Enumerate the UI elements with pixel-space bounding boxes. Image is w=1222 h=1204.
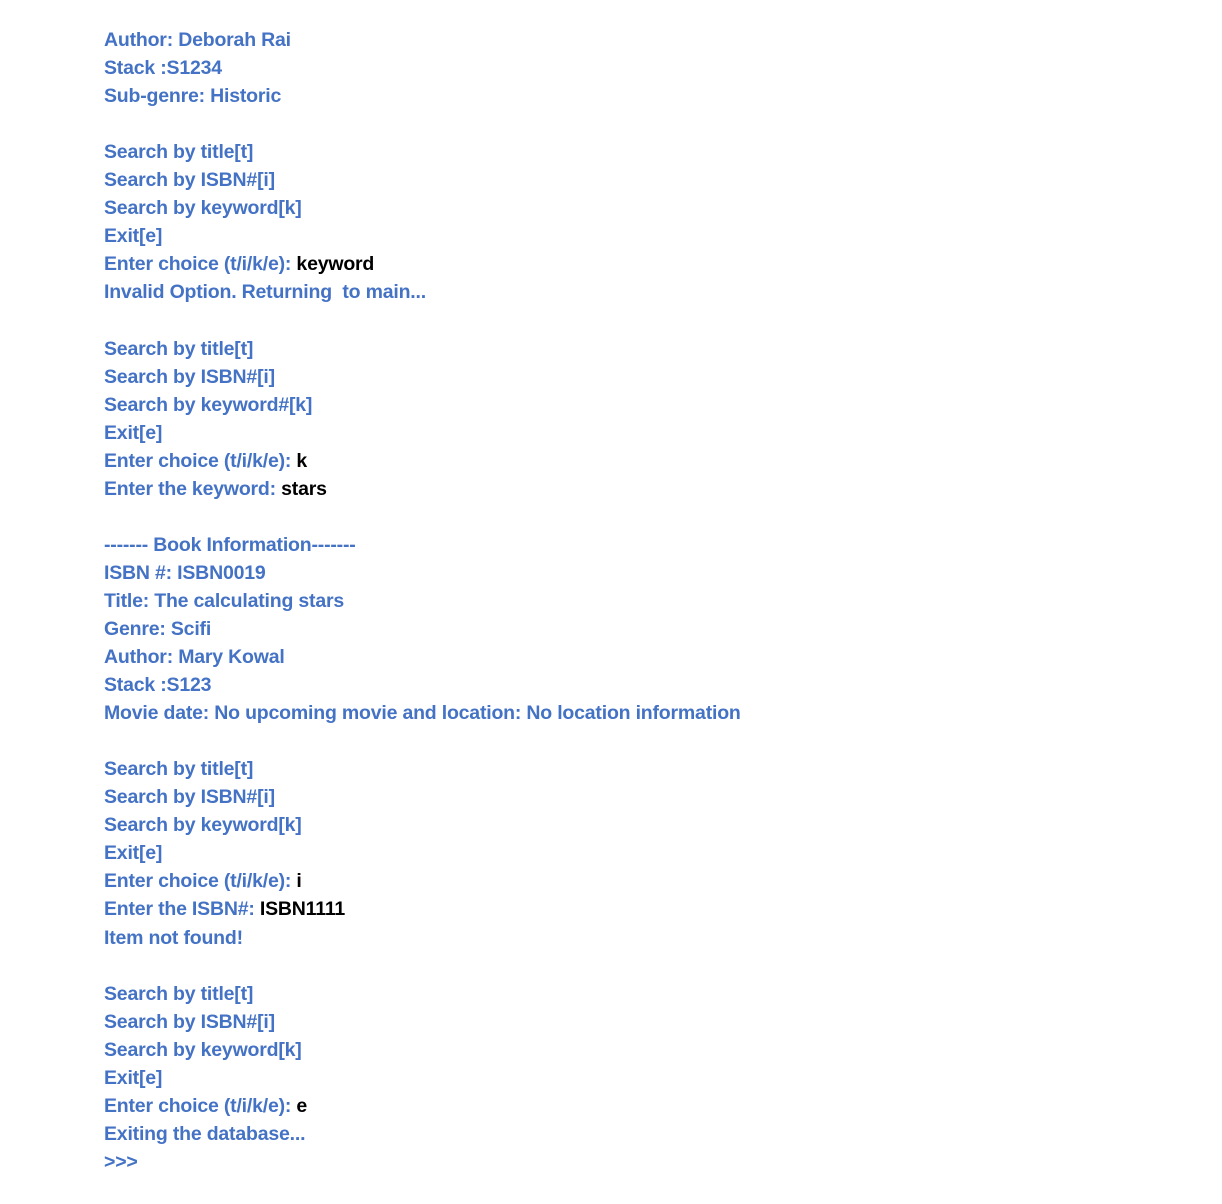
user-input-text: i: [296, 870, 302, 893]
output-text: Exit[e]: [104, 421, 163, 444]
output-text: Search by ISBN#[i]: [104, 169, 275, 192]
output-line: [104, 335, 741, 363]
prompt-line: [104, 1092, 741, 1120]
output-line: [104, 419, 741, 447]
user-input-text: ISBN1111: [259, 898, 346, 921]
user-input-text: k: [296, 449, 308, 472]
output-text: Author: Deborah Rai: [104, 29, 291, 51]
output-line: [104, 1148, 741, 1176]
output-line: [104, 82, 741, 110]
user-input-text: stars: [281, 477, 327, 500]
output-text: Enter the ISBN#:: [104, 898, 260, 921]
output-line: [104, 1008, 741, 1036]
blank-line: [104, 727, 741, 755]
output-text: Enter choice (t/i/k/e):: [104, 870, 297, 893]
output-text: Search by keyword#[k]: [104, 393, 313, 416]
prompt-line: [104, 250, 741, 278]
output-line: [104, 391, 741, 419]
output-line: [104, 1120, 741, 1148]
output-text: Sub-genre: Historic: [104, 85, 282, 108]
output-line: [104, 363, 741, 391]
output-line: [104, 1036, 741, 1064]
output-line: [104, 222, 741, 250]
output-text: Search by title[t]: [104, 982, 254, 1005]
prompt-line: [104, 447, 741, 475]
output-text: Search by title[t]: [104, 758, 254, 781]
output-text: Stack :S123: [104, 674, 212, 697]
output-line: [104, 980, 741, 1008]
output-text: Search by keyword[k]: [104, 197, 302, 220]
blank-line: [104, 952, 741, 980]
output-text: Enter choice (t/i/k/e):: [104, 449, 297, 472]
output-text: Author: Mary Kowal: [104, 646, 285, 669]
output-text: >>>: [104, 1150, 138, 1173]
output-line: [104, 1064, 741, 1092]
output-line: [104, 26, 741, 54]
output-line: [104, 811, 741, 839]
output-line: [104, 559, 741, 587]
output-line: [104, 587, 741, 615]
blank-line: [104, 110, 741, 138]
output-text: Exit[e]: [104, 225, 163, 248]
output-text: Search by ISBN#[i]: [104, 1010, 275, 1033]
output-line: [104, 839, 741, 867]
output-text: Exit[e]: [104, 1066, 163, 1089]
output-text: Enter choice (t/i/k/e):: [104, 253, 297, 276]
output-line: [104, 278, 741, 306]
output-text: Genre: Scifi: [104, 617, 212, 640]
output-line: [104, 783, 741, 811]
output-text: Exit[e]: [104, 842, 163, 865]
output-line: [104, 166, 741, 194]
output-text: ISBN #: ISBN0019: [104, 561, 266, 584]
output-text: Enter the keyword:: [104, 477, 282, 500]
output-line: [104, 755, 741, 783]
output-text: Title: The calculating stars: [104, 589, 345, 612]
output-text: Search by ISBN#[i]: [104, 365, 275, 388]
output-text: Stack :S1234: [104, 57, 222, 80]
output-text: Exiting the database...: [104, 1122, 306, 1145]
output-line: [104, 54, 741, 82]
output-text: Movie date: No upcoming movie and location: No location information: [104, 702, 741, 725]
output-text: ------- Book Information-------: [104, 533, 356, 556]
prompt-line: [104, 895, 741, 923]
blank-line: [104, 306, 741, 334]
output-text: Item not found!: [104, 926, 243, 949]
user-input-text: keyword: [296, 253, 375, 276]
output-line: [104, 615, 741, 643]
prompt-line: [104, 867, 741, 895]
output-text: Search by keyword[k]: [104, 814, 302, 837]
output-text: Invalid Option. Returning to main...: [104, 281, 426, 304]
output-line: [104, 138, 741, 166]
output-text: Enter choice (t/i/k/e):: [104, 1094, 297, 1117]
output-line: [104, 643, 741, 671]
output-text: Search by keyword[k]: [104, 1038, 302, 1061]
output-text: Search by title[t]: [104, 141, 254, 164]
blank-line: [104, 503, 741, 531]
output-line: [104, 671, 741, 699]
prompt-line: [104, 475, 741, 503]
console-output: [104, 26, 741, 1176]
output-line: [104, 531, 741, 559]
user-input-text: e: [296, 1094, 308, 1117]
output-line: [104, 924, 741, 952]
output-text: Search by title[t]: [104, 337, 254, 360]
output-line: [104, 699, 741, 727]
output-text: Search by ISBN#[i]: [104, 786, 275, 809]
output-line: [104, 194, 741, 222]
